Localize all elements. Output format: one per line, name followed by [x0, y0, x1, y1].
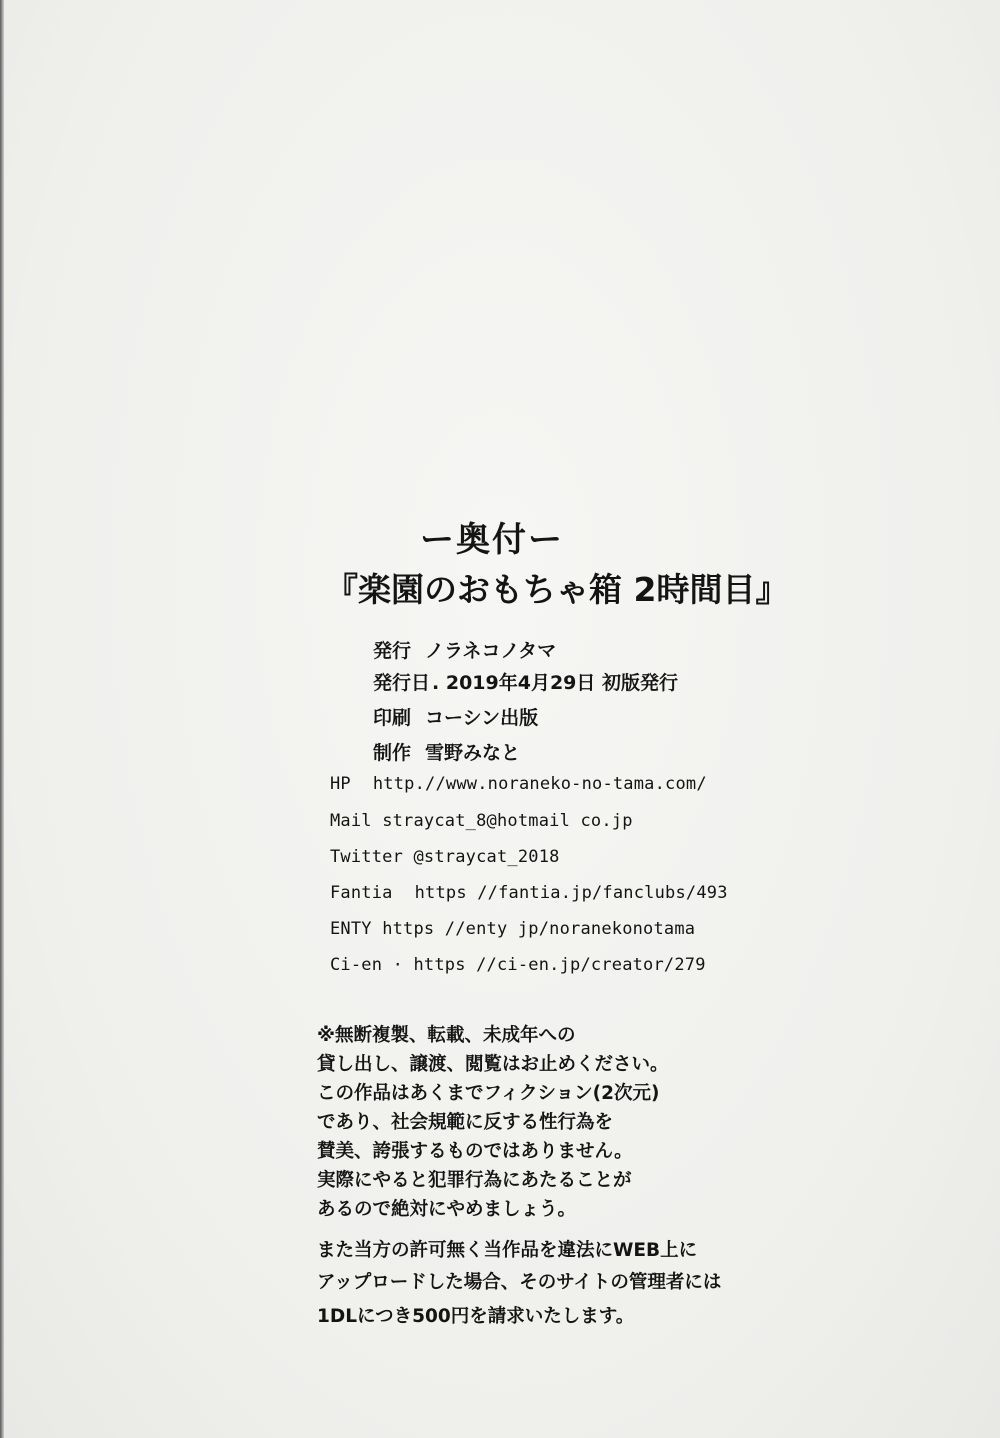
notice-line: 賛美、誇張するものではありません。 [317, 1141, 633, 1162]
info-label: 印刷 [373, 707, 412, 729]
info-label: 発行日 [373, 672, 431, 694]
info-author [373, 738, 520, 765]
link-value[interactable]: https //fantia.jp/fanclubs/493 [414, 883, 728, 903]
link-fantia [330, 883, 728, 903]
link-value[interactable]: · https //ci-en.jp/creator/279 [392, 955, 706, 975]
link-label: Ci-en [330, 955, 383, 975]
info-label: 制作 [373, 742, 412, 764]
link-value[interactable]: https //enty jp/noranekonotama [382, 919, 696, 939]
info-value: . 2019年4月29日 初版発行 [432, 672, 679, 694]
page-edge [0, 0, 4, 1438]
link-value[interactable]: @straycat_2018 [413, 847, 560, 867]
link-label: Mail [330, 811, 372, 831]
notice-line: であり、社会規範に反する性行為を [317, 1112, 614, 1133]
link-mail [330, 811, 633, 831]
link-value[interactable]: http.//www.noraneko-no-tama.com/ [372, 774, 707, 794]
notice-line: 実際にやると犯罪行為にあたることが [317, 1170, 632, 1191]
info-value: 雪野みなと [425, 742, 521, 764]
colophon-heading: ー奥付ー [420, 520, 564, 560]
info-label: 発行 [373, 640, 412, 662]
link-value[interactable]: straycat_8@hotmail co.jp [382, 811, 633, 831]
info-value: コーシン出版 [425, 707, 539, 729]
link-label: Twitter [330, 847, 404, 867]
link-enty [330, 919, 695, 939]
notice-line: ※無断複製、転載、未成年への [317, 1025, 576, 1046]
link-hp [330, 774, 707, 794]
info-value: ノラネコノタマ [425, 640, 557, 662]
link-cien [330, 955, 706, 975]
notice-line: この作品はあくまでフィクション(2次元) [317, 1083, 660, 1104]
info-publisher [373, 636, 556, 663]
notice-line: アップロードした場合、そのサイトの管理者には [317, 1272, 722, 1293]
link-label: ENTY [330, 919, 372, 939]
info-publish-date [373, 668, 678, 695]
info-printer [373, 703, 538, 730]
link-twitter [330, 847, 560, 867]
notice-line: 1DLにつき500円を請求いたします。 [317, 1306, 635, 1327]
notice-line: あるので絶対にやめましょう。 [317, 1199, 577, 1220]
link-label: HP [330, 774, 351, 794]
notice-line: また当方の許可無く当作品を違法にWEB上に [317, 1240, 698, 1261]
link-label: Fantia [330, 883, 393, 903]
book-title: 『楽園のおもちゃ箱 2時間目』 [325, 570, 789, 609]
notice-line: 貸し出し、譲渡、閲覧はお止めください。 [317, 1054, 669, 1075]
